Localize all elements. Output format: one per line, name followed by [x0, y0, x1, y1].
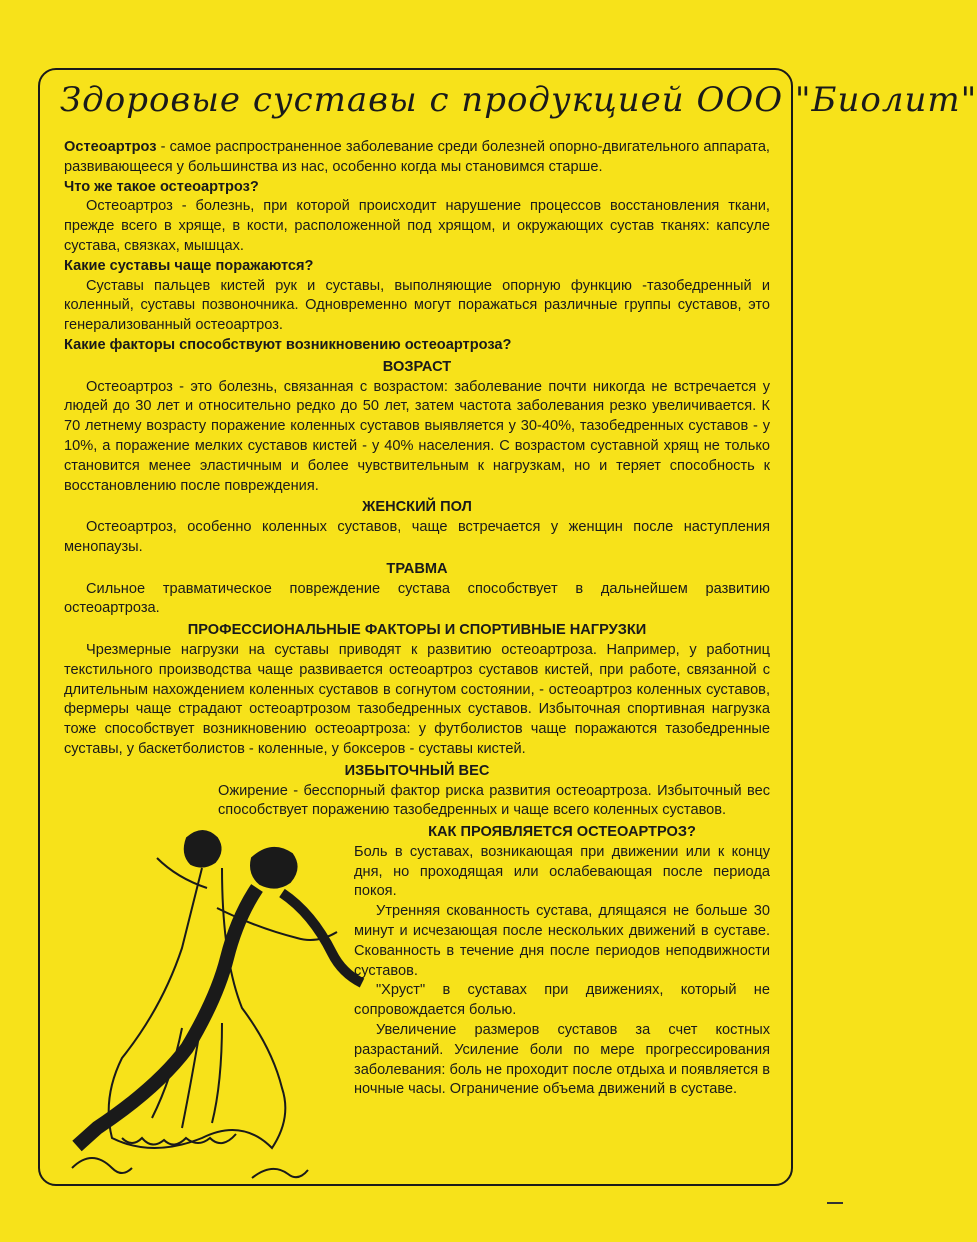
intro-term: Остеоартроз: [64, 139, 157, 155]
heading-trauma: ТРАВМА: [386, 560, 448, 577]
symptom-stiffness: Утренняя скованность сустава, длящаяся не больше 30 минут и исчезающая после нескольких движений в суставе. Скованность в течение дня после периодов неподвижности суставов.: [354, 903, 770, 979]
heading-symptoms: КАК ПРОЯВЛЯЕТСЯ ОСТЕОАРТРОЗ?: [428, 824, 696, 841]
question-which-joints: Какие суставы чаще поражаются?: [64, 257, 314, 274]
text-age: Остеоартроз - это болезнь, связанная с возрастом: заболевание почти никогда не встречается у людей до 30 лет и относительно редко до 50 лет, затем частота заболевания резко увеличивается. К 70 летнему возрасту поражение коленных суставов выявляется у 30-40%, тазобедренных суставов - у 10%, а поражение мелких суставов кистей - у 40% населения. С возрастом суставной хрящ не только становится менее эластичным и более чувствительным к нагрузкам, но и теряет способность к восстановлению после повреждения.: [64, 378, 770, 494]
heading-weight: ИЗБЫТОЧНЫЙ ВЕС: [344, 762, 490, 779]
symptom-crunch: "Хруст" в суставах при движениях, который не сопровождается болью.: [354, 982, 770, 1019]
text-weight: Ожирение - бесспорный фактор риска развития остеоартроза. Избыточный вес способствует поражению тазобедренных и чаще всего коленных суставов.: [218, 782, 770, 819]
corner-mark: [827, 1202, 843, 1204]
question-factors: Какие факторы способствуют возникновению остеоартроза?: [64, 336, 512, 353]
heading-age: ВОЗРАСТ: [382, 358, 452, 375]
question-what-is: Что же такое остеоартроз?: [64, 178, 259, 195]
intro-paragraph: [64, 138, 770, 178]
ballroom-dancers-icon: [52, 818, 372, 1188]
text-female: Остеоартроз, особенно коленных суставов, чаще встречается у женщин после наступления менопаузы.: [64, 519, 770, 555]
heading-professional: ПРОФЕССИОНАЛЬНЫЕ ФАКТОРЫ И СПОРТИВНЫЕ НАГРУЗКИ: [187, 622, 647, 639]
heading-female: ЖЕНСКИЙ ПОЛ: [362, 499, 472, 516]
page-title: Здоровые суставы с продукцией ООО "Биолит": [60, 80, 977, 120]
text-trauma: Сильное травматическое повреждение сустава способствует в дальнейшем развитию остеоартроза.: [64, 580, 770, 617]
symptom-pain: Боль в суставах, возникающая при движении или к концу дня, но проходящая или ослабевающая после периода покоя.: [354, 843, 770, 900]
text-professional: Чрезмерные нагрузки на суставы приводят к развитию остеоартроза. Например, у работниц текстильного производства чаще развивается остеоартроз суставов кистей, при работе, связанной с длительным нахождением коленных суставов в согнутом состоянии, - остеоартроз коленных суставов, фермеры чаще страдают остеоартрозом тазобедренных суставов. Избыточная спортивная нагрузка тоже способствует возникновению остеоартроза: у футболистов чаще поражаются тазобедренные суставы, у баскетболистов - коленные, у боксеров - суставы кистей.: [64, 641, 770, 757]
answer-what-is: Остеоартроз - болезнь, при которой происходит нарушение процессов восстановления ткани, прежде всего в хряще, в кости, расположенной под хрящом, и окружающих сустав тканях: капсуле сустава, связках, мышцах.: [64, 198, 770, 254]
intro-text: - самое распространенное заболевание среди болезней опорно-двигательного аппарата, развивающееся у большинства из нас, особенно когда мы становимся старше.: [64, 139, 770, 175]
answer-which-joints: Суставы пальцев кистей рук и суставы, выполняющие опорную функцию -тазобедренный и коленный, суставы позвоночника. Одновременно могут поражаться различные группы суставов, это генерализованный остеоартроз.: [64, 277, 770, 334]
symptom-enlargement: Увеличение размеров суставов за счет костных разрастаний. Усиление боли по мере прогрессирования заболевания: боль не проходит после отдыха и появляется в ночные часы. Ограничение объема движений в суставе.: [354, 1022, 770, 1098]
